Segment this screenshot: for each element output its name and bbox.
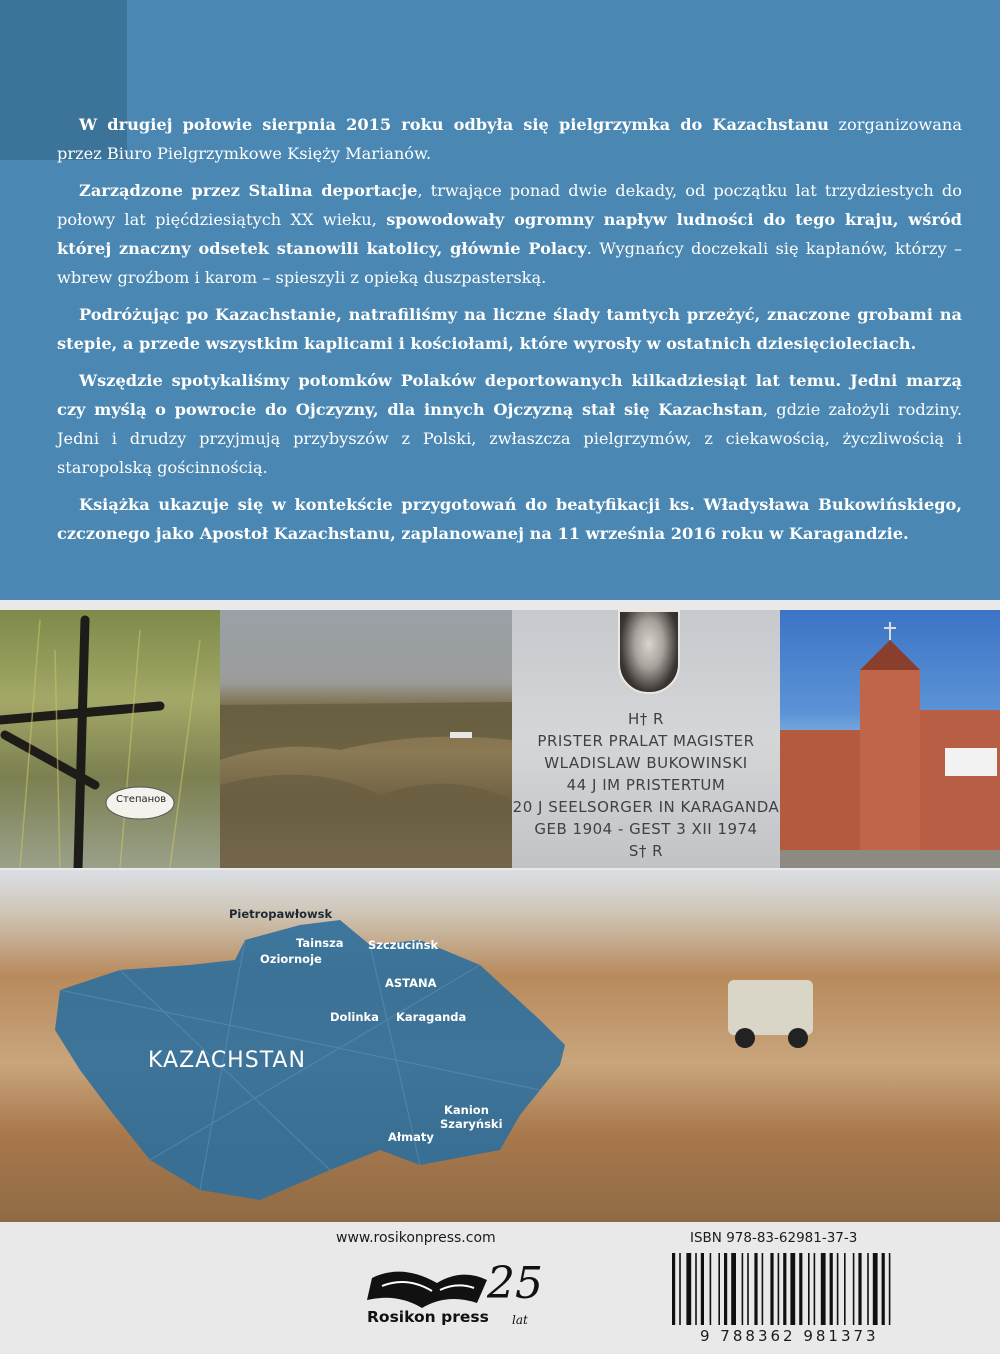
photo-steppe-landscape bbox=[220, 610, 512, 868]
barcode bbox=[668, 1253, 930, 1333]
paragraph-4: Wszędzie spotykaliśmy potomków Polaków deportowanych kilkadziesiąt lat temu. Jedni marzą czy myślą o powrocie do Ojczyzny, dla innych Ojczyzną stał się Kazachstan, gdzie założyli rodziny. Jedni i drudzy przyjmują przybyszów z Polski, zwłaszcza pielgrzymów, z ciekawością, życzliwością i staropolską gościnnością. bbox=[57, 371, 962, 477]
city-oziornoje: Oziornoje bbox=[260, 952, 322, 966]
barcode-digits: 9 788362 981373 bbox=[700, 1327, 879, 1345]
paragraph-2: Zarządzone przez Stalina deportacje, trwające ponad dwie dekady, od początku lat trzydziestych do połowy lat pięćdziesiątych XX wieku, spowodowały ogromny napływ ludności do tego kraju, wśród której znaczny odsetek stanowili katolicy, głównie Polacy. Wygnańcy doczekali się kapłanów, którzy – wbrew groźbom i karom – spieszyli z opieką duszpasterską. bbox=[57, 181, 963, 287]
publisher-url: www.rosikonpress.com bbox=[336, 1230, 496, 1246]
anniversary-number: 25 bbox=[487, 1258, 543, 1309]
church-graphic bbox=[780, 610, 1000, 868]
stele-line-4: 44 J IM PRISTERTUM bbox=[566, 776, 726, 794]
grave-plaque-text: Степанов bbox=[116, 794, 167, 805]
priest-portrait bbox=[618, 610, 680, 694]
photo-grave-cross bbox=[0, 610, 220, 868]
stele-line-3: WLADISLAW BUKOWINSKI bbox=[544, 754, 748, 772]
photo-church bbox=[780, 610, 1000, 868]
country-label: KAZACHSTAN bbox=[148, 1048, 306, 1073]
anniversary-unit: lat bbox=[512, 1313, 528, 1327]
steppe-map-photo bbox=[0, 870, 1000, 1222]
city-karaganda: Karaganda bbox=[396, 1010, 467, 1024]
stele-line-7: S† R bbox=[628, 842, 664, 860]
city-pietropawlowsk: Pietropawłowsk bbox=[229, 907, 333, 921]
publisher-name: Rosikon press bbox=[367, 1308, 489, 1326]
photo-memorial-stele bbox=[512, 610, 780, 868]
city-almaty: Ałmaty bbox=[388, 1130, 434, 1144]
description-text bbox=[57, 110, 962, 556]
isbn-text: ISBN 978-83-62981-37-3 bbox=[690, 1230, 858, 1246]
city-astana: ASTANA bbox=[385, 976, 437, 990]
city-szarynski: Szaryński bbox=[440, 1117, 503, 1131]
stele-line-5: 20 J SEELSORGER IN KARAGANDA bbox=[512, 798, 780, 816]
photo-strip bbox=[0, 610, 1000, 868]
paragraph-5: Książka ukazuje się w kontekście przygotowań do beatyfikacji ks. Władysława Bukowińskiego, czczonego jako Apostoł Kazachstanu, zaplanowanej na 11 września 2016 roku w Karagandzie. bbox=[57, 495, 962, 543]
city-tainsza: Tainsza bbox=[296, 936, 344, 950]
city-szczucinsk: Szczucińsk bbox=[368, 938, 439, 952]
cross-graphic bbox=[0, 610, 220, 868]
stele-line-2: PRISTER PRALAT MAGISTER bbox=[537, 732, 755, 750]
paragraph-1: W drugiej połowie sierpnia 2015 roku odbyła się pielgrzymka do Kazachstanu zorganizowana przez Biuro Pielgrzymkowe Księży Marianów. bbox=[57, 115, 962, 163]
stele-line-1: H† R bbox=[628, 710, 664, 728]
stele-line-6: GEB 1904 - GEST 3 XII 1974 bbox=[534, 820, 758, 838]
paragraph-3: Podróżując po Kazachstanie, natrafiliśmy na liczne ślady tamtych przeżyć, znaczone grobami na stepie, a przede wszystkim kaplicami i kościołami, które wyrosły w ostatnich dziesięcioleciach. bbox=[57, 305, 962, 353]
steppe-graphic bbox=[220, 610, 512, 868]
city-dolinka: Dolinka bbox=[330, 1010, 379, 1024]
city-kanion: Kanion bbox=[444, 1103, 489, 1117]
kazakhstan-map bbox=[0, 870, 1000, 1222]
